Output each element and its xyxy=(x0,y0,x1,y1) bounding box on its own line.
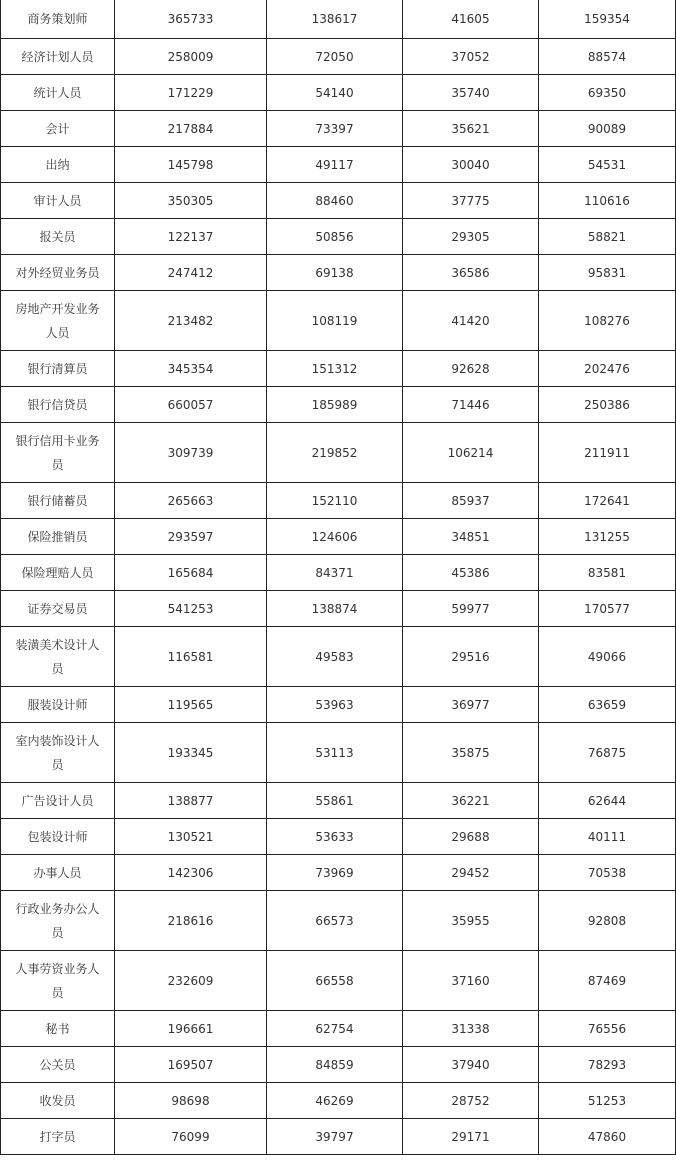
table-row xyxy=(1,255,676,291)
value-cell-4: 250386 xyxy=(539,387,676,423)
value-cell-4: 92808 xyxy=(539,891,676,951)
table-row xyxy=(1,951,676,1011)
value-cell-1: 165684 xyxy=(115,555,267,591)
value-cell-4: 159354 xyxy=(539,0,676,39)
occupation-cell: 办事人员 xyxy=(1,855,115,891)
value-cell-2: 49117 xyxy=(267,147,403,183)
value-cell-2: 88460 xyxy=(267,183,403,219)
value-cell-3: 35621 xyxy=(403,111,539,147)
value-cell-3: 35740 xyxy=(403,75,539,111)
value-cell-4: 69350 xyxy=(539,75,676,111)
value-cell-2: 108119 xyxy=(267,291,403,351)
value-cell-4: 76556 xyxy=(539,1011,676,1047)
table-row xyxy=(1,855,676,891)
value-cell-2: 72050 xyxy=(267,39,403,75)
value-cell-4: 88574 xyxy=(539,39,676,75)
occupation-cell: 经济计划人员 xyxy=(1,39,115,75)
table-row xyxy=(1,687,676,723)
value-cell-3: 71446 xyxy=(403,387,539,423)
value-cell-4: 47860 xyxy=(539,1119,676,1155)
value-cell-3: 30040 xyxy=(403,147,539,183)
value-cell-4: 172641 xyxy=(539,483,676,519)
value-cell-3: 28752 xyxy=(403,1083,539,1119)
value-cell-1: 660057 xyxy=(115,387,267,423)
value-cell-3: 41605 xyxy=(403,0,539,39)
table-row xyxy=(1,291,676,351)
occupation-cell: 审计人员 xyxy=(1,183,115,219)
value-cell-2: 49583 xyxy=(267,627,403,687)
occupation-cell: 秘书 xyxy=(1,1011,115,1047)
value-cell-4: 95831 xyxy=(539,255,676,291)
value-cell-2: 185989 xyxy=(267,387,403,423)
occupation-cell: 室内装饰设计人员 xyxy=(1,723,115,783)
value-cell-1: 169507 xyxy=(115,1047,267,1083)
value-cell-2: 152110 xyxy=(267,483,403,519)
table-row xyxy=(1,147,676,183)
value-cell-2: 151312 xyxy=(267,351,403,387)
value-cell-3: 92628 xyxy=(403,351,539,387)
table-row xyxy=(1,819,676,855)
value-cell-1: 142306 xyxy=(115,855,267,891)
value-cell-3: 29516 xyxy=(403,627,539,687)
occupation-cell: 出纳 xyxy=(1,147,115,183)
value-cell-1: 116581 xyxy=(115,627,267,687)
value-cell-3: 29688 xyxy=(403,819,539,855)
value-cell-1: 122137 xyxy=(115,219,267,255)
table-row xyxy=(1,555,676,591)
table-row xyxy=(1,891,676,951)
value-cell-3: 35955 xyxy=(403,891,539,951)
value-cell-2: 66573 xyxy=(267,891,403,951)
value-cell-3: 45386 xyxy=(403,555,539,591)
value-cell-1: 119565 xyxy=(115,687,267,723)
value-cell-4: 78293 xyxy=(539,1047,676,1083)
occupation-cell: 收发员 xyxy=(1,1083,115,1119)
value-cell-3: 36977 xyxy=(403,687,539,723)
value-cell-2: 53633 xyxy=(267,819,403,855)
value-cell-2: 55861 xyxy=(267,783,403,819)
occupation-cell: 会计 xyxy=(1,111,115,147)
value-cell-2: 84859 xyxy=(267,1047,403,1083)
value-cell-1: 541253 xyxy=(115,591,267,627)
occupation-cell: 公关员 xyxy=(1,1047,115,1083)
value-cell-1: 98698 xyxy=(115,1083,267,1119)
value-cell-2: 54140 xyxy=(267,75,403,111)
value-cell-4: 54531 xyxy=(539,147,676,183)
value-cell-2: 46269 xyxy=(267,1083,403,1119)
value-cell-3: 41420 xyxy=(403,291,539,351)
value-cell-2: 138617 xyxy=(267,0,403,39)
table-row xyxy=(1,219,676,255)
value-cell-3: 36586 xyxy=(403,255,539,291)
table-row xyxy=(1,387,676,423)
occupation-cell: 证券交易员 xyxy=(1,591,115,627)
value-cell-4: 51253 xyxy=(539,1083,676,1119)
value-cell-1: 258009 xyxy=(115,39,267,75)
table-row xyxy=(1,723,676,783)
value-cell-2: 138874 xyxy=(267,591,403,627)
value-cell-1: 217884 xyxy=(115,111,267,147)
value-cell-1: 265663 xyxy=(115,483,267,519)
value-cell-1: 350305 xyxy=(115,183,267,219)
occupation-cell: 打字员 xyxy=(1,1119,115,1155)
table-row xyxy=(1,591,676,627)
table-row xyxy=(1,183,676,219)
value-cell-3: 29305 xyxy=(403,219,539,255)
value-cell-1: 171229 xyxy=(115,75,267,111)
value-cell-2: 73397 xyxy=(267,111,403,147)
value-cell-1: 130521 xyxy=(115,819,267,855)
value-cell-4: 110616 xyxy=(539,183,676,219)
value-cell-3: 59977 xyxy=(403,591,539,627)
value-cell-3: 37052 xyxy=(403,39,539,75)
value-cell-4: 90089 xyxy=(539,111,676,147)
value-cell-1: 196661 xyxy=(115,1011,267,1047)
occupation-cell: 广告设计人员 xyxy=(1,783,115,819)
value-cell-4: 170577 xyxy=(539,591,676,627)
table-row xyxy=(1,1011,676,1047)
table-row xyxy=(1,1119,676,1155)
value-cell-1: 247412 xyxy=(115,255,267,291)
value-cell-4: 202476 xyxy=(539,351,676,387)
occupation-cell: 行政业务办公人员 xyxy=(1,891,115,951)
value-cell-4: 83581 xyxy=(539,555,676,591)
occupation-cell: 银行储蓄员 xyxy=(1,483,115,519)
occupation-cell: 银行清算员 xyxy=(1,351,115,387)
occupation-cell: 保险推销员 xyxy=(1,519,115,555)
value-cell-2: 39797 xyxy=(267,1119,403,1155)
value-cell-2: 62754 xyxy=(267,1011,403,1047)
value-cell-4: 108276 xyxy=(539,291,676,351)
value-cell-3: 37160 xyxy=(403,951,539,1011)
occupation-cell: 人事劳资业务人员 xyxy=(1,951,115,1011)
table-row xyxy=(1,0,676,39)
value-cell-3: 29171 xyxy=(403,1119,539,1155)
value-cell-3: 29452 xyxy=(403,855,539,891)
table-row xyxy=(1,423,676,483)
occupation-cell: 保险理赔人员 xyxy=(1,555,115,591)
value-cell-3: 35875 xyxy=(403,723,539,783)
value-cell-3: 31338 xyxy=(403,1011,539,1047)
value-cell-3: 106214 xyxy=(403,423,539,483)
value-cell-3: 85937 xyxy=(403,483,539,519)
value-cell-2: 219852 xyxy=(267,423,403,483)
value-cell-3: 34851 xyxy=(403,519,539,555)
table-row xyxy=(1,1047,676,1083)
value-cell-1: 213482 xyxy=(115,291,267,351)
table-row xyxy=(1,483,676,519)
table-row xyxy=(1,519,676,555)
value-cell-1: 345354 xyxy=(115,351,267,387)
value-cell-4: 63659 xyxy=(539,687,676,723)
value-cell-4: 40111 xyxy=(539,819,676,855)
salary-table-body xyxy=(1,0,676,1155)
value-cell-1: 365733 xyxy=(115,0,267,39)
value-cell-3: 37775 xyxy=(403,183,539,219)
value-cell-3: 36221 xyxy=(403,783,539,819)
value-cell-4: 131255 xyxy=(539,519,676,555)
value-cell-3: 37940 xyxy=(403,1047,539,1083)
occupation-cell: 商务策划师 xyxy=(1,0,115,39)
table-row xyxy=(1,783,676,819)
value-cell-2: 53113 xyxy=(267,723,403,783)
value-cell-2: 69138 xyxy=(267,255,403,291)
occupation-cell: 报关员 xyxy=(1,219,115,255)
value-cell-1: 76099 xyxy=(115,1119,267,1155)
value-cell-4: 62644 xyxy=(539,783,676,819)
value-cell-1: 309739 xyxy=(115,423,267,483)
value-cell-2: 84371 xyxy=(267,555,403,591)
value-cell-2: 53963 xyxy=(267,687,403,723)
table-row xyxy=(1,111,676,147)
value-cell-1: 145798 xyxy=(115,147,267,183)
value-cell-4: 76875 xyxy=(539,723,676,783)
value-cell-4: 211911 xyxy=(539,423,676,483)
value-cell-4: 49066 xyxy=(539,627,676,687)
table-row xyxy=(1,627,676,687)
occupation-cell: 对外经贸业务员 xyxy=(1,255,115,291)
occupation-cell: 房地产开发业务人员 xyxy=(1,291,115,351)
value-cell-4: 58821 xyxy=(539,219,676,255)
occupation-cell: 装潢美术设计人员 xyxy=(1,627,115,687)
occupation-cell: 统计人员 xyxy=(1,75,115,111)
value-cell-1: 138877 xyxy=(115,783,267,819)
occupation-cell: 银行信用卡业务员 xyxy=(1,423,115,483)
value-cell-2: 50856 xyxy=(267,219,403,255)
table-row xyxy=(1,39,676,75)
value-cell-1: 218616 xyxy=(115,891,267,951)
value-cell-1: 193345 xyxy=(115,723,267,783)
value-cell-2: 73969 xyxy=(267,855,403,891)
value-cell-1: 293597 xyxy=(115,519,267,555)
value-cell-4: 87469 xyxy=(539,951,676,1011)
occupation-cell: 包装设计师 xyxy=(1,819,115,855)
value-cell-2: 124606 xyxy=(267,519,403,555)
occupation-cell: 银行信贷员 xyxy=(1,387,115,423)
table-row xyxy=(1,75,676,111)
value-cell-1: 232609 xyxy=(115,951,267,1011)
table-row xyxy=(1,1083,676,1119)
occupation-cell: 服装设计师 xyxy=(1,687,115,723)
table-row xyxy=(1,351,676,387)
value-cell-4: 70538 xyxy=(539,855,676,891)
value-cell-2: 66558 xyxy=(267,951,403,1011)
